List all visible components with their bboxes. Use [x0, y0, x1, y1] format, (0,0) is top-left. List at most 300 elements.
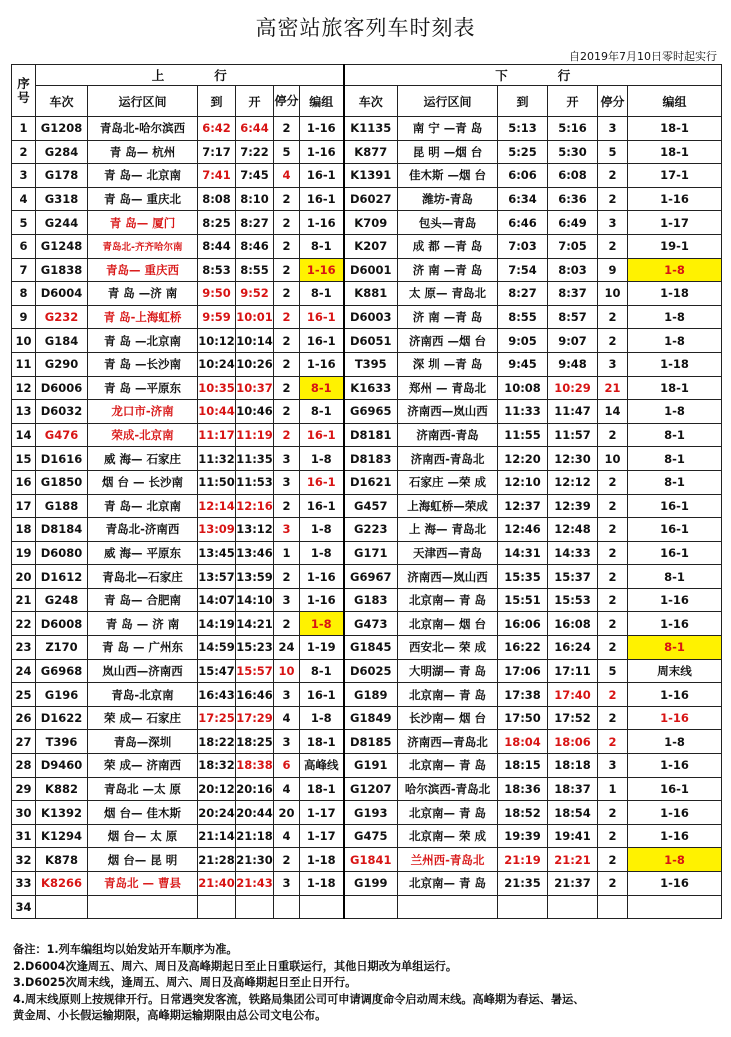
- down-depart-cell: 5:30: [548, 140, 598, 164]
- up-formation-cell: 8-1: [300, 659, 344, 683]
- up-arrive-cell: 10:35: [198, 376, 236, 400]
- down-route-cell: 北京南— 青 岛: [398, 801, 498, 825]
- up-formation-cell: [300, 895, 344, 919]
- down-arrive-cell: 11:55: [498, 423, 548, 447]
- header-up-route: 运行区间: [88, 86, 198, 117]
- row-seq: 5: [12, 211, 36, 235]
- down-route-cell: 北京南— 烟 台: [398, 612, 498, 636]
- up-route-cell: 青岛-北京南: [88, 683, 198, 707]
- up-arrive-cell: 15:47: [198, 659, 236, 683]
- down-formation-cell: 8-1: [628, 470, 722, 494]
- up-route-cell: 荣 成— 济南西: [88, 754, 198, 778]
- down-route-cell: 北京南— 荣 成: [398, 824, 498, 848]
- row-seq: 25: [12, 683, 36, 707]
- up-route-cell: 青岛北-济南西: [88, 518, 198, 542]
- up-formation-cell: 18-1: [300, 730, 344, 754]
- down-formation-cell: 8-1: [628, 636, 722, 660]
- up-depart-cell: 9:52: [236, 282, 274, 306]
- down-depart-cell: 9:07: [548, 329, 598, 353]
- up-arrive-cell: [198, 895, 236, 919]
- up-route-cell: 荣 成— 石家庄: [88, 706, 198, 730]
- down-formation-cell: 1-17: [628, 211, 722, 235]
- header-up-train: 车次: [36, 86, 88, 117]
- up-formation-cell: 1-16: [300, 211, 344, 235]
- down-route-cell: 成 都 —青 岛: [398, 234, 498, 258]
- up-train-cell: G290: [36, 352, 88, 376]
- up-train-cell: G318: [36, 187, 88, 211]
- down-train-cell: G191: [344, 754, 398, 778]
- table-row: [12, 565, 722, 589]
- row-seq: 19: [12, 541, 36, 565]
- down-route-cell: 昆 明 —烟 台: [398, 140, 498, 164]
- up-depart-cell: 8:10: [236, 187, 274, 211]
- down-stop-cell: 2: [598, 801, 628, 825]
- down-train-cell: K881: [344, 282, 398, 306]
- up-route-cell: 青岛—深圳: [88, 730, 198, 754]
- table-row: [12, 258, 722, 282]
- up-depart-cell: 8:46: [236, 234, 274, 258]
- up-train-cell: K1294: [36, 824, 88, 848]
- up-route-cell: 烟 台— 太 原: [88, 824, 198, 848]
- header-up-stop: 停分: [274, 86, 300, 117]
- up-formation-cell: 1-17: [300, 824, 344, 848]
- up-depart-cell: 21:18: [236, 824, 274, 848]
- up-depart-cell: 10:14: [236, 329, 274, 353]
- up-route-cell: 威 海— 石家庄: [88, 447, 198, 471]
- row-seq: 27: [12, 730, 36, 754]
- header-down-formation: 编组: [628, 86, 722, 117]
- down-depart-cell: 10:29: [548, 376, 598, 400]
- up-route-cell: 青 岛 — 济 南: [88, 612, 198, 636]
- up-depart-cell: 18:38: [236, 754, 274, 778]
- down-arrive-cell: 6:46: [498, 211, 548, 235]
- up-train-cell: Z170: [36, 636, 88, 660]
- row-seq: 34: [12, 895, 36, 919]
- up-stop-cell: 3: [274, 683, 300, 707]
- up-stop-cell: 20: [274, 801, 300, 825]
- up-formation-cell: 16-1: [300, 470, 344, 494]
- down-route-cell: 北京南— 青 岛: [398, 872, 498, 896]
- down-arrive-cell: [498, 895, 548, 919]
- down-formation-cell: 16-1: [628, 777, 722, 801]
- up-stop-cell: 3: [274, 518, 300, 542]
- down-arrive-cell: 17:50: [498, 706, 548, 730]
- down-arrive-cell: 19:39: [498, 824, 548, 848]
- down-arrive-cell: 12:46: [498, 518, 548, 542]
- up-train-cell: G248: [36, 588, 88, 612]
- up-formation-cell: 1-18: [300, 848, 344, 872]
- down-arrive-cell: 6:34: [498, 187, 548, 211]
- down-train-cell: D8185: [344, 730, 398, 754]
- up-route-cell: 青 岛 —济 南: [88, 282, 198, 306]
- down-route-cell: 郑州 — 青岛北: [398, 376, 498, 400]
- up-route-cell: 青 岛— 重庆北: [88, 187, 198, 211]
- down-depart-cell: 6:08: [548, 164, 598, 188]
- down-arrive-cell: 16:22: [498, 636, 548, 660]
- down-arrive-cell: 14:31: [498, 541, 548, 565]
- down-formation-cell: 17-1: [628, 164, 722, 188]
- down-stop-cell: 2: [598, 518, 628, 542]
- down-formation-cell: 1-8: [628, 329, 722, 353]
- up-arrive-cell: 17:25: [198, 706, 236, 730]
- up-stop-cell: 4: [274, 706, 300, 730]
- down-train-cell: G473: [344, 612, 398, 636]
- down-formation-cell: 1-8: [628, 848, 722, 872]
- header-down-depart: 开: [548, 86, 598, 117]
- down-arrive-cell: 7:54: [498, 258, 548, 282]
- down-route-cell: 上 海— 青岛北: [398, 518, 498, 542]
- row-seq: 32: [12, 848, 36, 872]
- up-arrive-cell: 7:17: [198, 140, 236, 164]
- down-depart-cell: 12:12: [548, 470, 598, 494]
- up-train-cell: G178: [36, 164, 88, 188]
- down-formation-cell: 1-16: [628, 706, 722, 730]
- up-stop-cell: 2: [274, 352, 300, 376]
- down-depart-cell: 12:30: [548, 447, 598, 471]
- table-row: [12, 352, 722, 376]
- down-route-cell: 济南西—岚山西: [398, 565, 498, 589]
- down-stop-cell: 2: [598, 541, 628, 565]
- down-route-cell: 深 圳 —青 岛: [398, 352, 498, 376]
- row-seq: 8: [12, 282, 36, 306]
- up-depart-cell: 10:26: [236, 352, 274, 376]
- table-row: [12, 494, 722, 518]
- down-formation-cell: 1-16: [628, 801, 722, 825]
- down-depart-cell: 9:48: [548, 352, 598, 376]
- up-stop-cell: 1: [274, 541, 300, 565]
- up-stop-cell: 24: [274, 636, 300, 660]
- up-route-cell: 青 岛-上海虹桥: [88, 305, 198, 329]
- up-train-cell: G1208: [36, 117, 88, 141]
- down-arrive-cell: 8:55: [498, 305, 548, 329]
- up-formation-cell: 1-16: [300, 588, 344, 612]
- table-row: [12, 447, 722, 471]
- up-arrive-cell: 21:40: [198, 872, 236, 896]
- up-train-cell: K882: [36, 777, 88, 801]
- down-route-cell: 石家庄 —荣 成: [398, 470, 498, 494]
- down-train-cell: K1135: [344, 117, 398, 141]
- up-depart-cell: 8:27: [236, 211, 274, 235]
- up-depart-cell: 14:21: [236, 612, 274, 636]
- up-arrive-cell: 8:53: [198, 258, 236, 282]
- table-row: [12, 636, 722, 660]
- down-route-cell: 潍坊-青岛: [398, 187, 498, 211]
- down-stop-cell: 21: [598, 376, 628, 400]
- up-stop-cell: 2: [274, 565, 300, 589]
- up-formation-cell: 8-1: [300, 376, 344, 400]
- down-depart-cell: 7:05: [548, 234, 598, 258]
- table-row: [12, 518, 722, 542]
- down-route-cell: 北京南— 青 岛: [398, 588, 498, 612]
- row-seq: 29: [12, 777, 36, 801]
- down-formation-cell: 周末线: [628, 659, 722, 683]
- down-train-cell: K1391: [344, 164, 398, 188]
- up-arrive-cell: 11:32: [198, 447, 236, 471]
- up-stop-cell: [274, 895, 300, 919]
- row-seq: 4: [12, 187, 36, 211]
- row-seq: 16: [12, 470, 36, 494]
- up-stop-cell: 3: [274, 872, 300, 896]
- down-route-cell: 济南西—岚山西: [398, 400, 498, 424]
- down-formation-cell: 19-1: [628, 234, 722, 258]
- table-row: [12, 754, 722, 778]
- up-arrive-cell: 10:24: [198, 352, 236, 376]
- up-arrive-cell: 20:24: [198, 801, 236, 825]
- up-route-cell: 青岛北 —太 原: [88, 777, 198, 801]
- down-route-cell: 北京南— 青 岛: [398, 754, 498, 778]
- down-depart-cell: 18:18: [548, 754, 598, 778]
- down-route-cell: 济南西 —烟 台: [398, 329, 498, 353]
- down-train-cell: D6027: [344, 187, 398, 211]
- down-formation-cell: 8-1: [628, 423, 722, 447]
- up-arrive-cell: 13:57: [198, 565, 236, 589]
- down-route-cell: [398, 895, 498, 919]
- up-depart-cell: 11:35: [236, 447, 274, 471]
- down-depart-cell: 21:37: [548, 872, 598, 896]
- up-train-cell: G184: [36, 329, 88, 353]
- down-formation-cell: 1-8: [628, 305, 722, 329]
- row-seq: 14: [12, 423, 36, 447]
- down-stop-cell: 2: [598, 234, 628, 258]
- up-train-cell: G244: [36, 211, 88, 235]
- up-route-cell: 青 岛— 北京南: [88, 164, 198, 188]
- down-stop-cell: 2: [598, 329, 628, 353]
- down-arrive-cell: 6:06: [498, 164, 548, 188]
- up-stop-cell: 2: [274, 423, 300, 447]
- up-depart-cell: 11:19: [236, 423, 274, 447]
- up-depart-cell: 20:44: [236, 801, 274, 825]
- up-arrive-cell: 13:45: [198, 541, 236, 565]
- down-depart-cell: 18:06: [548, 730, 598, 754]
- up-formation-cell: 16-1: [300, 683, 344, 707]
- row-seq: 6: [12, 234, 36, 258]
- up-stop-cell: 2: [274, 117, 300, 141]
- up-stop-cell: 4: [274, 164, 300, 188]
- down-train-cell: D1621: [344, 470, 398, 494]
- down-train-cell: G1207: [344, 777, 398, 801]
- down-depart-cell: 5:16: [548, 117, 598, 141]
- up-stop-cell: 10: [274, 659, 300, 683]
- up-train-cell: G1248: [36, 234, 88, 258]
- down-stop-cell: 14: [598, 400, 628, 424]
- down-stop-cell: 2: [598, 824, 628, 848]
- down-train-cell: D6051: [344, 329, 398, 353]
- down-train-cell: T395: [344, 352, 398, 376]
- header-down-route: 运行区间: [398, 86, 498, 117]
- up-arrive-cell: 14:07: [198, 588, 236, 612]
- up-route-cell: 青 岛 — 广州东: [88, 636, 198, 660]
- up-depart-cell: [236, 895, 274, 919]
- up-stop-cell: 2: [274, 211, 300, 235]
- up-formation-cell: 1-16: [300, 565, 344, 589]
- up-formation-cell: 8-1: [300, 282, 344, 306]
- down-arrive-cell: 8:27: [498, 282, 548, 306]
- up-formation-cell: 1-17: [300, 801, 344, 825]
- down-train-cell: G1849: [344, 706, 398, 730]
- down-depart-cell: 16:08: [548, 612, 598, 636]
- up-arrive-cell: 21:28: [198, 848, 236, 872]
- up-depart-cell: 13:46: [236, 541, 274, 565]
- down-train-cell: G183: [344, 588, 398, 612]
- down-arrive-cell: 21:35: [498, 872, 548, 896]
- up-depart-cell: 17:29: [236, 706, 274, 730]
- up-formation-cell: 18-1: [300, 777, 344, 801]
- up-depart-cell: 20:16: [236, 777, 274, 801]
- up-depart-cell: 13:12: [236, 518, 274, 542]
- up-formation-cell: 1-18: [300, 872, 344, 896]
- down-route-cell: 天津西—青岛: [398, 541, 498, 565]
- up-arrive-cell: 18:22: [198, 730, 236, 754]
- notes: [13, 942, 719, 1025]
- down-formation-cell: 1-16: [628, 754, 722, 778]
- up-route-cell: 青 岛— 合肥南: [88, 588, 198, 612]
- down-stop-cell: 1: [598, 777, 628, 801]
- up-depart-cell: 12:16: [236, 494, 274, 518]
- effective-date: 自2019年7月10日零时起实行: [569, 50, 717, 63]
- down-train-cell: D6003: [344, 305, 398, 329]
- down-arrive-cell: 12:10: [498, 470, 548, 494]
- up-arrive-cell: 18:32: [198, 754, 236, 778]
- table-row: [12, 117, 722, 141]
- up-formation-cell: 1-8: [300, 612, 344, 636]
- up-route-cell: 青 岛 —北京南: [88, 329, 198, 353]
- down-formation-cell: 1-8: [628, 730, 722, 754]
- down-arrive-cell: 12:37: [498, 494, 548, 518]
- header-up: 上 行: [36, 65, 344, 86]
- up-depart-cell: 7:22: [236, 140, 274, 164]
- header-down: 下 行: [344, 65, 722, 86]
- down-depart-cell: 18:37: [548, 777, 598, 801]
- up-route-cell: 龙口市-济南: [88, 400, 198, 424]
- down-formation-cell: 8-1: [628, 447, 722, 471]
- row-seq: 2: [12, 140, 36, 164]
- down-formation-cell: 1-16: [628, 872, 722, 896]
- note-line: 黄金周、小长假运输期限，高峰期运输期限由总公司文电公布。: [13, 1009, 327, 1022]
- down-formation-cell: 1-16: [628, 187, 722, 211]
- down-depart-cell: 18:54: [548, 801, 598, 825]
- up-depart-cell: 18:25: [236, 730, 274, 754]
- up-train-cell: D6080: [36, 541, 88, 565]
- header-up-formation: 编组: [300, 86, 344, 117]
- down-arrive-cell: 15:35: [498, 565, 548, 589]
- row-seq: 22: [12, 612, 36, 636]
- up-arrive-cell: 10:44: [198, 400, 236, 424]
- down-stop-cell: 2: [598, 470, 628, 494]
- up-arrive-cell: 13:09: [198, 518, 236, 542]
- down-arrive-cell: 12:20: [498, 447, 548, 471]
- up-formation-cell: 1-8: [300, 447, 344, 471]
- down-arrive-cell: 17:38: [498, 683, 548, 707]
- table-row: [12, 470, 722, 494]
- up-arrive-cell: 9:50: [198, 282, 236, 306]
- up-train-cell: G232: [36, 305, 88, 329]
- up-train-cell: G188: [36, 494, 88, 518]
- up-formation-cell: 1-16: [300, 140, 344, 164]
- up-depart-cell: 10:46: [236, 400, 274, 424]
- row-seq: 17: [12, 494, 36, 518]
- down-stop-cell: 2: [598, 683, 628, 707]
- up-stop-cell: 5: [274, 140, 300, 164]
- down-route-cell: 佳木斯 —烟 台: [398, 164, 498, 188]
- up-formation-cell: 16-1: [300, 494, 344, 518]
- up-stop-cell: 3: [274, 447, 300, 471]
- down-depart-cell: 17:52: [548, 706, 598, 730]
- note-line: 备注：1.列车编组均以始发站开车顺序为准。: [13, 943, 238, 956]
- table-row: [12, 140, 722, 164]
- down-formation-cell: 1-16: [628, 612, 722, 636]
- table-row: [12, 612, 722, 636]
- row-seq: 15: [12, 447, 36, 471]
- note-line: 3.D6025次周末线，逢周五、周六、周日及高峰期起日至止日开行。: [13, 976, 357, 989]
- up-depart-cell: 10:37: [236, 376, 274, 400]
- down-train-cell: G6965: [344, 400, 398, 424]
- down-arrive-cell: 17:06: [498, 659, 548, 683]
- up-route-cell: 青 岛 —长沙南: [88, 352, 198, 376]
- down-arrive-cell: 18:15: [498, 754, 548, 778]
- up-train-cell: G1838: [36, 258, 88, 282]
- down-depart-cell: 14:33: [548, 541, 598, 565]
- down-train-cell: K207: [344, 234, 398, 258]
- up-arrive-cell: 10:12: [198, 329, 236, 353]
- row-seq: 28: [12, 754, 36, 778]
- down-stop-cell: 10: [598, 282, 628, 306]
- down-formation-cell: 18-1: [628, 140, 722, 164]
- down-train-cell: K1633: [344, 376, 398, 400]
- up-formation-cell: 1-8: [300, 706, 344, 730]
- down-arrive-cell: 16:06: [498, 612, 548, 636]
- down-route-cell: 济 南 —青 岛: [398, 258, 498, 282]
- down-stop-cell: 2: [598, 164, 628, 188]
- down-route-cell: 上海虹桥—荣成: [398, 494, 498, 518]
- row-seq: 24: [12, 659, 36, 683]
- up-depart-cell: 16:46: [236, 683, 274, 707]
- up-route-cell: 烟 台— 佳木斯: [88, 801, 198, 825]
- up-train-cell: D8184: [36, 518, 88, 542]
- down-train-cell: D6025: [344, 659, 398, 683]
- table-row: [12, 777, 722, 801]
- up-train-cell: K8266: [36, 872, 88, 896]
- up-formation-cell: 16-1: [300, 423, 344, 447]
- note-line: 4.周末线原则上按规律开行。日常遇突发客流，铁路局集团公司可申请调度命令启动周末线。高峰期为春运、暑运、: [13, 992, 585, 1006]
- down-route-cell: 兰州西-青岛北: [398, 848, 498, 872]
- down-depart-cell: 12:48: [548, 518, 598, 542]
- down-stop-cell: 2: [598, 187, 628, 211]
- row-seq: 21: [12, 588, 36, 612]
- down-formation-cell: 1-18: [628, 282, 722, 306]
- up-train-cell: D9460: [36, 754, 88, 778]
- down-train-cell: G199: [344, 872, 398, 896]
- down-arrive-cell: 11:33: [498, 400, 548, 424]
- down-route-cell: 济 南 —青 岛: [398, 305, 498, 329]
- down-formation-cell: 1-8: [628, 400, 722, 424]
- down-train-cell: K877: [344, 140, 398, 164]
- up-arrive-cell: 14:19: [198, 612, 236, 636]
- down-arrive-cell: 5:25: [498, 140, 548, 164]
- up-train-cell: K878: [36, 848, 88, 872]
- up-stop-cell: 2: [274, 494, 300, 518]
- up-arrive-cell: 9:59: [198, 305, 236, 329]
- row-seq: 20: [12, 565, 36, 589]
- down-train-cell: G457: [344, 494, 398, 518]
- timetable-body: [12, 117, 722, 919]
- table-row: [12, 848, 722, 872]
- row-seq: 33: [12, 872, 36, 896]
- up-route-cell: 青 岛 —平原东: [88, 376, 198, 400]
- down-depart-cell: 12:39: [548, 494, 598, 518]
- row-seq: 9: [12, 305, 36, 329]
- up-formation-cell: 高峰线: [300, 754, 344, 778]
- header-down-stop: 停分: [598, 86, 628, 117]
